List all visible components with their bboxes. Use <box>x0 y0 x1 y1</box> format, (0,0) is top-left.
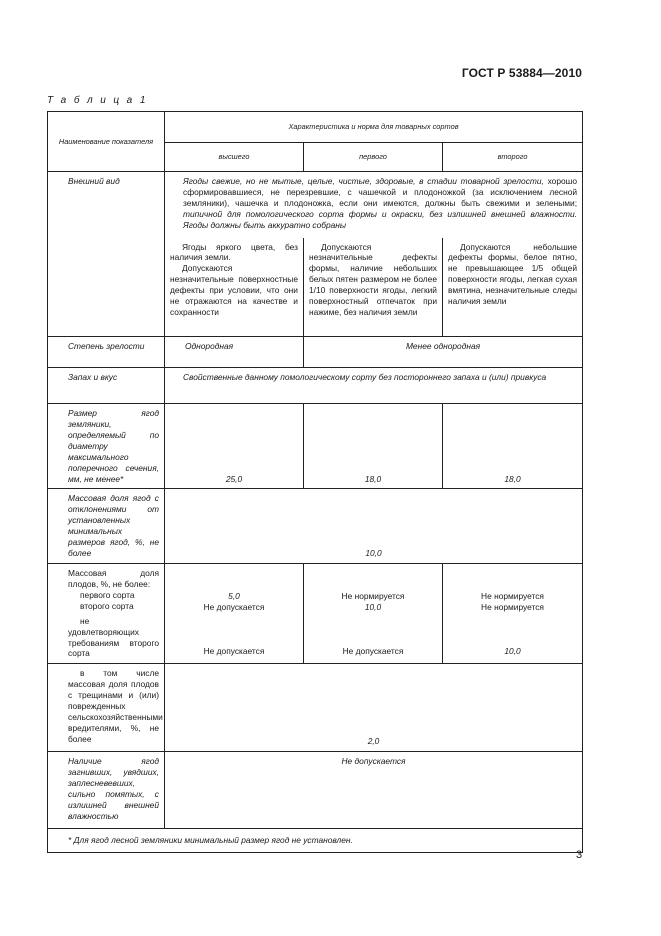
header-sort-second: второго <box>443 143 583 172</box>
row-smell-name: Запах и вкус <box>48 368 165 404</box>
mass-deviation-value: 10,0 <box>165 489 583 564</box>
table-footnote: * Для ягод лесной земляники минимальный размер ягод не установлен. <box>48 829 583 853</box>
appearance-first: Допускаются незначительные дефекты формы, наличие небольших белых пятен размером не более 1/10 поверхности ягоды, легкий поверхностный отпечаток при нажиме, без наличия земли <box>304 238 443 337</box>
header-indicator-name: Наименование показателя <box>48 112 165 172</box>
decayed-value: Не допускается <box>165 752 583 829</box>
row-cracked-name: в том числе массовая доля плодов с трещинами и (или) поврежденных сельскохозяйственными вредителями, %, не более <box>48 664 165 752</box>
smell-value: Свойственные данному помологическому сорту без постороннего запаха и (или) привкуса <box>165 368 583 404</box>
table-caption: Т а б л и ц а 1 <box>47 95 148 106</box>
row-ripeness-name: Степень зрелости <box>48 337 165 368</box>
row-appearance-name: Внешний вид <box>48 172 165 337</box>
standard-header: ГОСТ Р 53884—2010 <box>461 66 582 80</box>
header-sort-first: первого <box>304 143 443 172</box>
row-size-name: Размер ягод земляники, определяемый по диаметру максимального поперечного сечения, мм, не менее* <box>48 404 165 489</box>
ripeness-other-sorts: Менее однородная <box>304 337 583 368</box>
row-mass-fruits-name: Массовая доля плодов, %, не более: первого сорта второго сорта не удовлетворяющих требованиям второго сорта <box>48 563 165 663</box>
page-number: 3 <box>576 849 583 861</box>
appearance-common-requirements: Ягоды свежие, но не мытые, целые, чистые, здоровые, в стадии товарной зрелости, хорошо сформировавшиеся, не перезревшие, с чашечкой и плодоножкой (за исключением лесной земляники), чашечка и плодоножка, если они имеются, должны быть свежими и зелеными; типичной для помологического сорта формы и окраски, без излишней внешней влажности. Ягоды должны быть аккуратно собраны <box>165 172 583 238</box>
requirements-table <box>47 111 583 853</box>
size-highest: 25,0 <box>165 404 304 489</box>
size-first: 18,0 <box>304 404 443 489</box>
mass-fruits-second: Не нормируется Не нормируется 10,0 <box>443 563 583 663</box>
row-decayed-name: Наличие ягод загнивших, увядших, заплесневевших, сильно помятых, с излишней внешней влажностью <box>48 752 165 829</box>
ripeness-highest: Однородная <box>165 337 304 368</box>
mass-fruits-first: Не нормируется 10,0 Не допускается <box>304 563 443 663</box>
appearance-highest: Ягоды яркого цвета, без наличия земли. Допускаются незначительные поверхностные дефекты при условии, что они не отражаются на качестве и сохранности <box>165 238 304 337</box>
size-second: 18,0 <box>443 404 583 489</box>
row-mass-deviation-name: Массовая доля ягод с отклонениями от установленных минимальных размеров ягод, %, не более <box>48 489 165 564</box>
appearance-second: Допускаются небольшие дефекты формы, белое пятно, не превышающее 1/5 общей поверхности ягоды, легкая сухая вмятина, незначительные следы наличия земли <box>443 238 583 337</box>
header-sort-highest: высшего <box>165 143 304 172</box>
mass-fruits-highest: 5,0 Не допускается Не допускается <box>165 563 304 663</box>
cracked-value: 2,0 <box>165 664 583 752</box>
header-sort-group: Характеристика и норма для товарных сортов <box>165 112 583 143</box>
